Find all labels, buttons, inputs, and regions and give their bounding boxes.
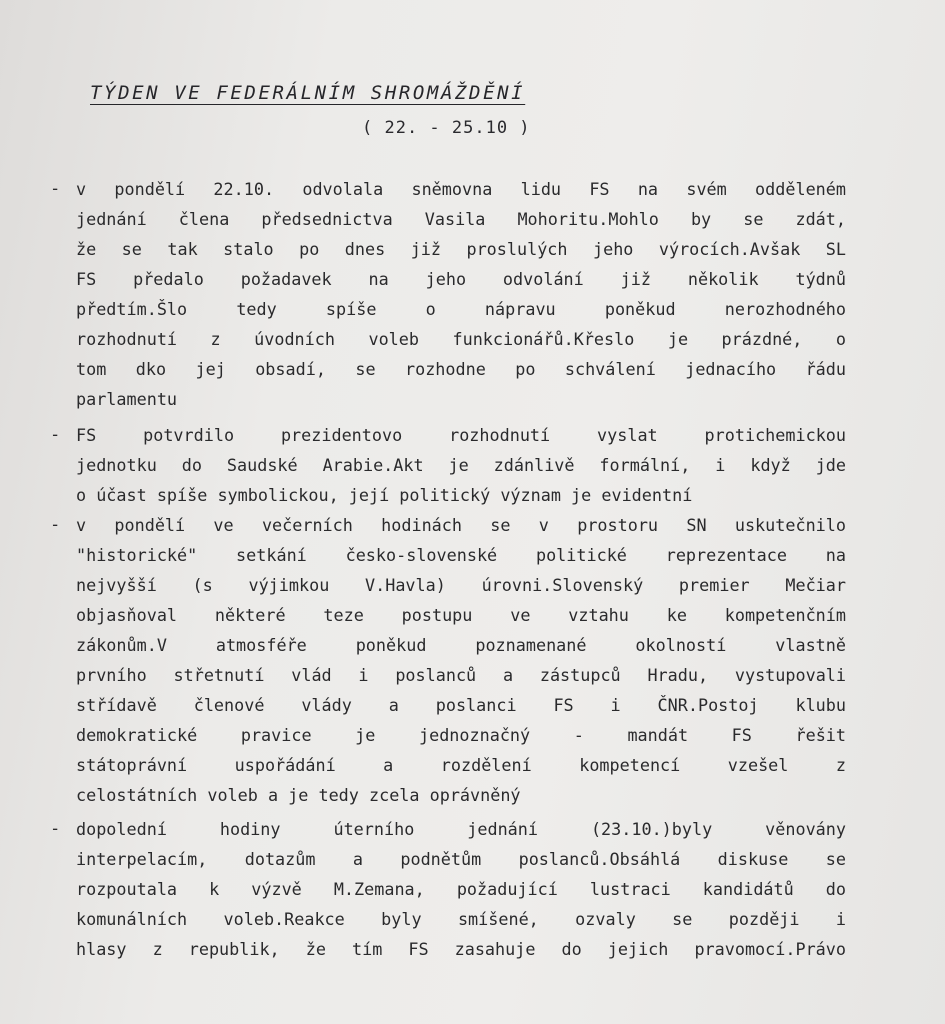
- text-line: jednání člena předsednictva Vasila Mohoritu.Mohlo by se zdát,: [76, 209, 846, 229]
- bullet-dash: -: [50, 179, 61, 199]
- bullet-dash: -: [50, 819, 61, 839]
- text-line: že se tak stalo po dnes již proslulých jeho výrocích.Avšak SL: [76, 239, 846, 259]
- text-line: prvního střetnutí vlád i poslanců a zástupců Hradu, vystupovali: [76, 665, 846, 685]
- text-line: komunálních voleb.Reakce byly smíšené, ozvaly se později i: [76, 909, 846, 929]
- text-line: rozhodnutí z úvodních voleb funkcionářů.Křeslo je prázdné, o: [76, 329, 846, 349]
- text-line: dopolední hodiny úterního jednání (23.10.)byly věnovány: [76, 819, 846, 839]
- bullet-dash: -: [50, 515, 61, 535]
- text-line: v pondělí 22.10. odvolala sněmovna lidu FS na svém odděleném: [76, 179, 846, 199]
- text-line: o účast spíše symbolickou, její politický význam je evidentní: [76, 485, 693, 505]
- text-line: v pondělí ve večerních hodinách se v prostoru SN uskutečnilo: [76, 515, 846, 535]
- text-line: státoprávní uspořádání a rozdělení kompetencí vzešel z: [76, 755, 846, 775]
- text-line: předtím.Šlo tedy spíše o nápravu poněkud nerozhodného: [76, 299, 846, 319]
- text-line: jednotku do Saudské Arabie.Akt je zdánlivě formální, i když jde: [76, 455, 846, 475]
- text-line: hlasy z republik, že tím FS zasahuje do jejich pravomocí.Právo: [76, 939, 846, 959]
- text-line: tom dko jej obsadí, se rozhodne po schválení jednacího řádu: [76, 359, 846, 379]
- text-line: nejvyšší (s výjimkou V.Havla) úrovni.Slovenský premier Mečiar: [76, 575, 846, 595]
- document-title: TÝDEN VE FEDERÁLNÍM SHROMÁŽDĚNÍ: [90, 82, 526, 104]
- text-line: celostátních voleb a je tedy zcela oprávněný: [76, 785, 521, 805]
- text-line: FS předalo požadavek na jeho odvolání již několik týdnů: [76, 269, 846, 289]
- text-line: FS potvrdilo prezidentovo rozhodnutí vyslat protichemickou: [76, 425, 846, 445]
- bullet-dash: -: [50, 425, 61, 445]
- text-line: objasňoval některé teze postupu ve vztahu ke kompetenčním: [76, 605, 846, 625]
- text-line: rozpoutala k výzvě M.Zemana, požadující lustraci kandidátů do: [76, 879, 846, 899]
- text-line: interpelacím, dotazům a podnětům poslanců.Obsáhlá diskuse se: [76, 849, 846, 869]
- date-range: ( 22. - 25.10 ): [362, 118, 531, 138]
- text-line: "historické" setkání česko-slovenské politické reprezentace na: [76, 545, 846, 565]
- text-line: zákonům.V atmosféře poněkud poznamenané okolností vlastně: [76, 635, 846, 655]
- text-line: parlamentu: [76, 389, 178, 409]
- text-line: demokratické pravice je jednoznačný - mandát FS řešit: [76, 725, 846, 745]
- text-line: střídavě členové vlády a poslanci FS i ČNR.Postoj klubu: [76, 695, 846, 715]
